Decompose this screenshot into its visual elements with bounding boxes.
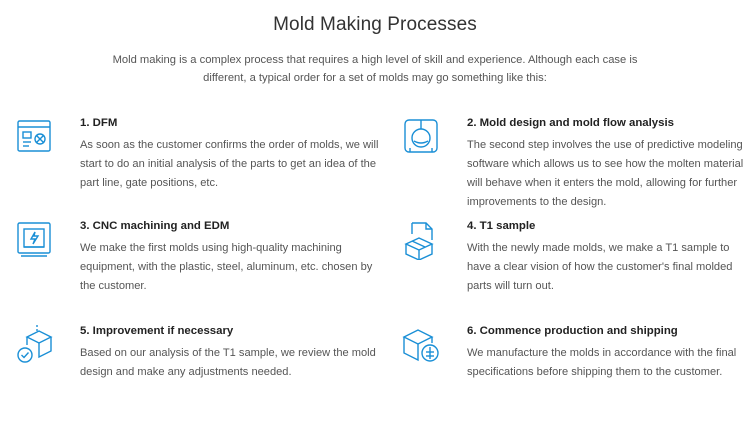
step-description: With the newly made molds, we make a T1 sample to have a clear vision of how the customer's final molded parts will turn out. bbox=[467, 242, 733, 292]
step-heading: 2. Mold design and mold flow analysis bbox=[467, 117, 674, 129]
intro-text: Mold making is a complex process that requires a high level of skill and experience. Although each case is different, a typical order for a set of molds may go something like this: bbox=[112, 54, 638, 84]
sample-box-icon bbox=[402, 220, 442, 260]
production-shipping-icon bbox=[402, 325, 442, 365]
page-title: Mold Making Processes bbox=[273, 14, 477, 35]
dfm-design-icon bbox=[15, 117, 55, 157]
step-heading: 4. T1 sample bbox=[467, 220, 536, 232]
step-description: We make the first molds using high-quality machining equipment, with the plastic, steel, aluminum, etc. chosen by the customer. bbox=[80, 242, 373, 292]
step-heading: 5. Improvement if necessary bbox=[80, 325, 234, 337]
improvement-check-icon bbox=[15, 325, 55, 365]
step-heading: 1. DFM bbox=[80, 117, 118, 129]
step-description: Based on our analysis of the T1 sample, we review the mold design and make any adjustments needed. bbox=[80, 347, 376, 378]
step-description: We manufacture the molds in accordance with the final specifications before shipping them to the customer. bbox=[467, 347, 737, 378]
mold-flow-analysis-icon bbox=[402, 117, 442, 157]
step-description: As soon as the customer confirms the order of molds, we will start to do an initial analysis of the parts to get an idea of the part line, gate positions, etc. bbox=[80, 139, 379, 189]
cnc-machine-icon bbox=[15, 220, 55, 260]
step-heading: 3. CNC machining and EDM bbox=[80, 220, 230, 232]
step-heading: 6. Commence production and shipping bbox=[467, 325, 678, 337]
step-description: The second step involves the use of predictive modeling software which allows us to see how the molten material will behave when it enters the mold, allowing for further improvements to the design. bbox=[467, 139, 744, 208]
